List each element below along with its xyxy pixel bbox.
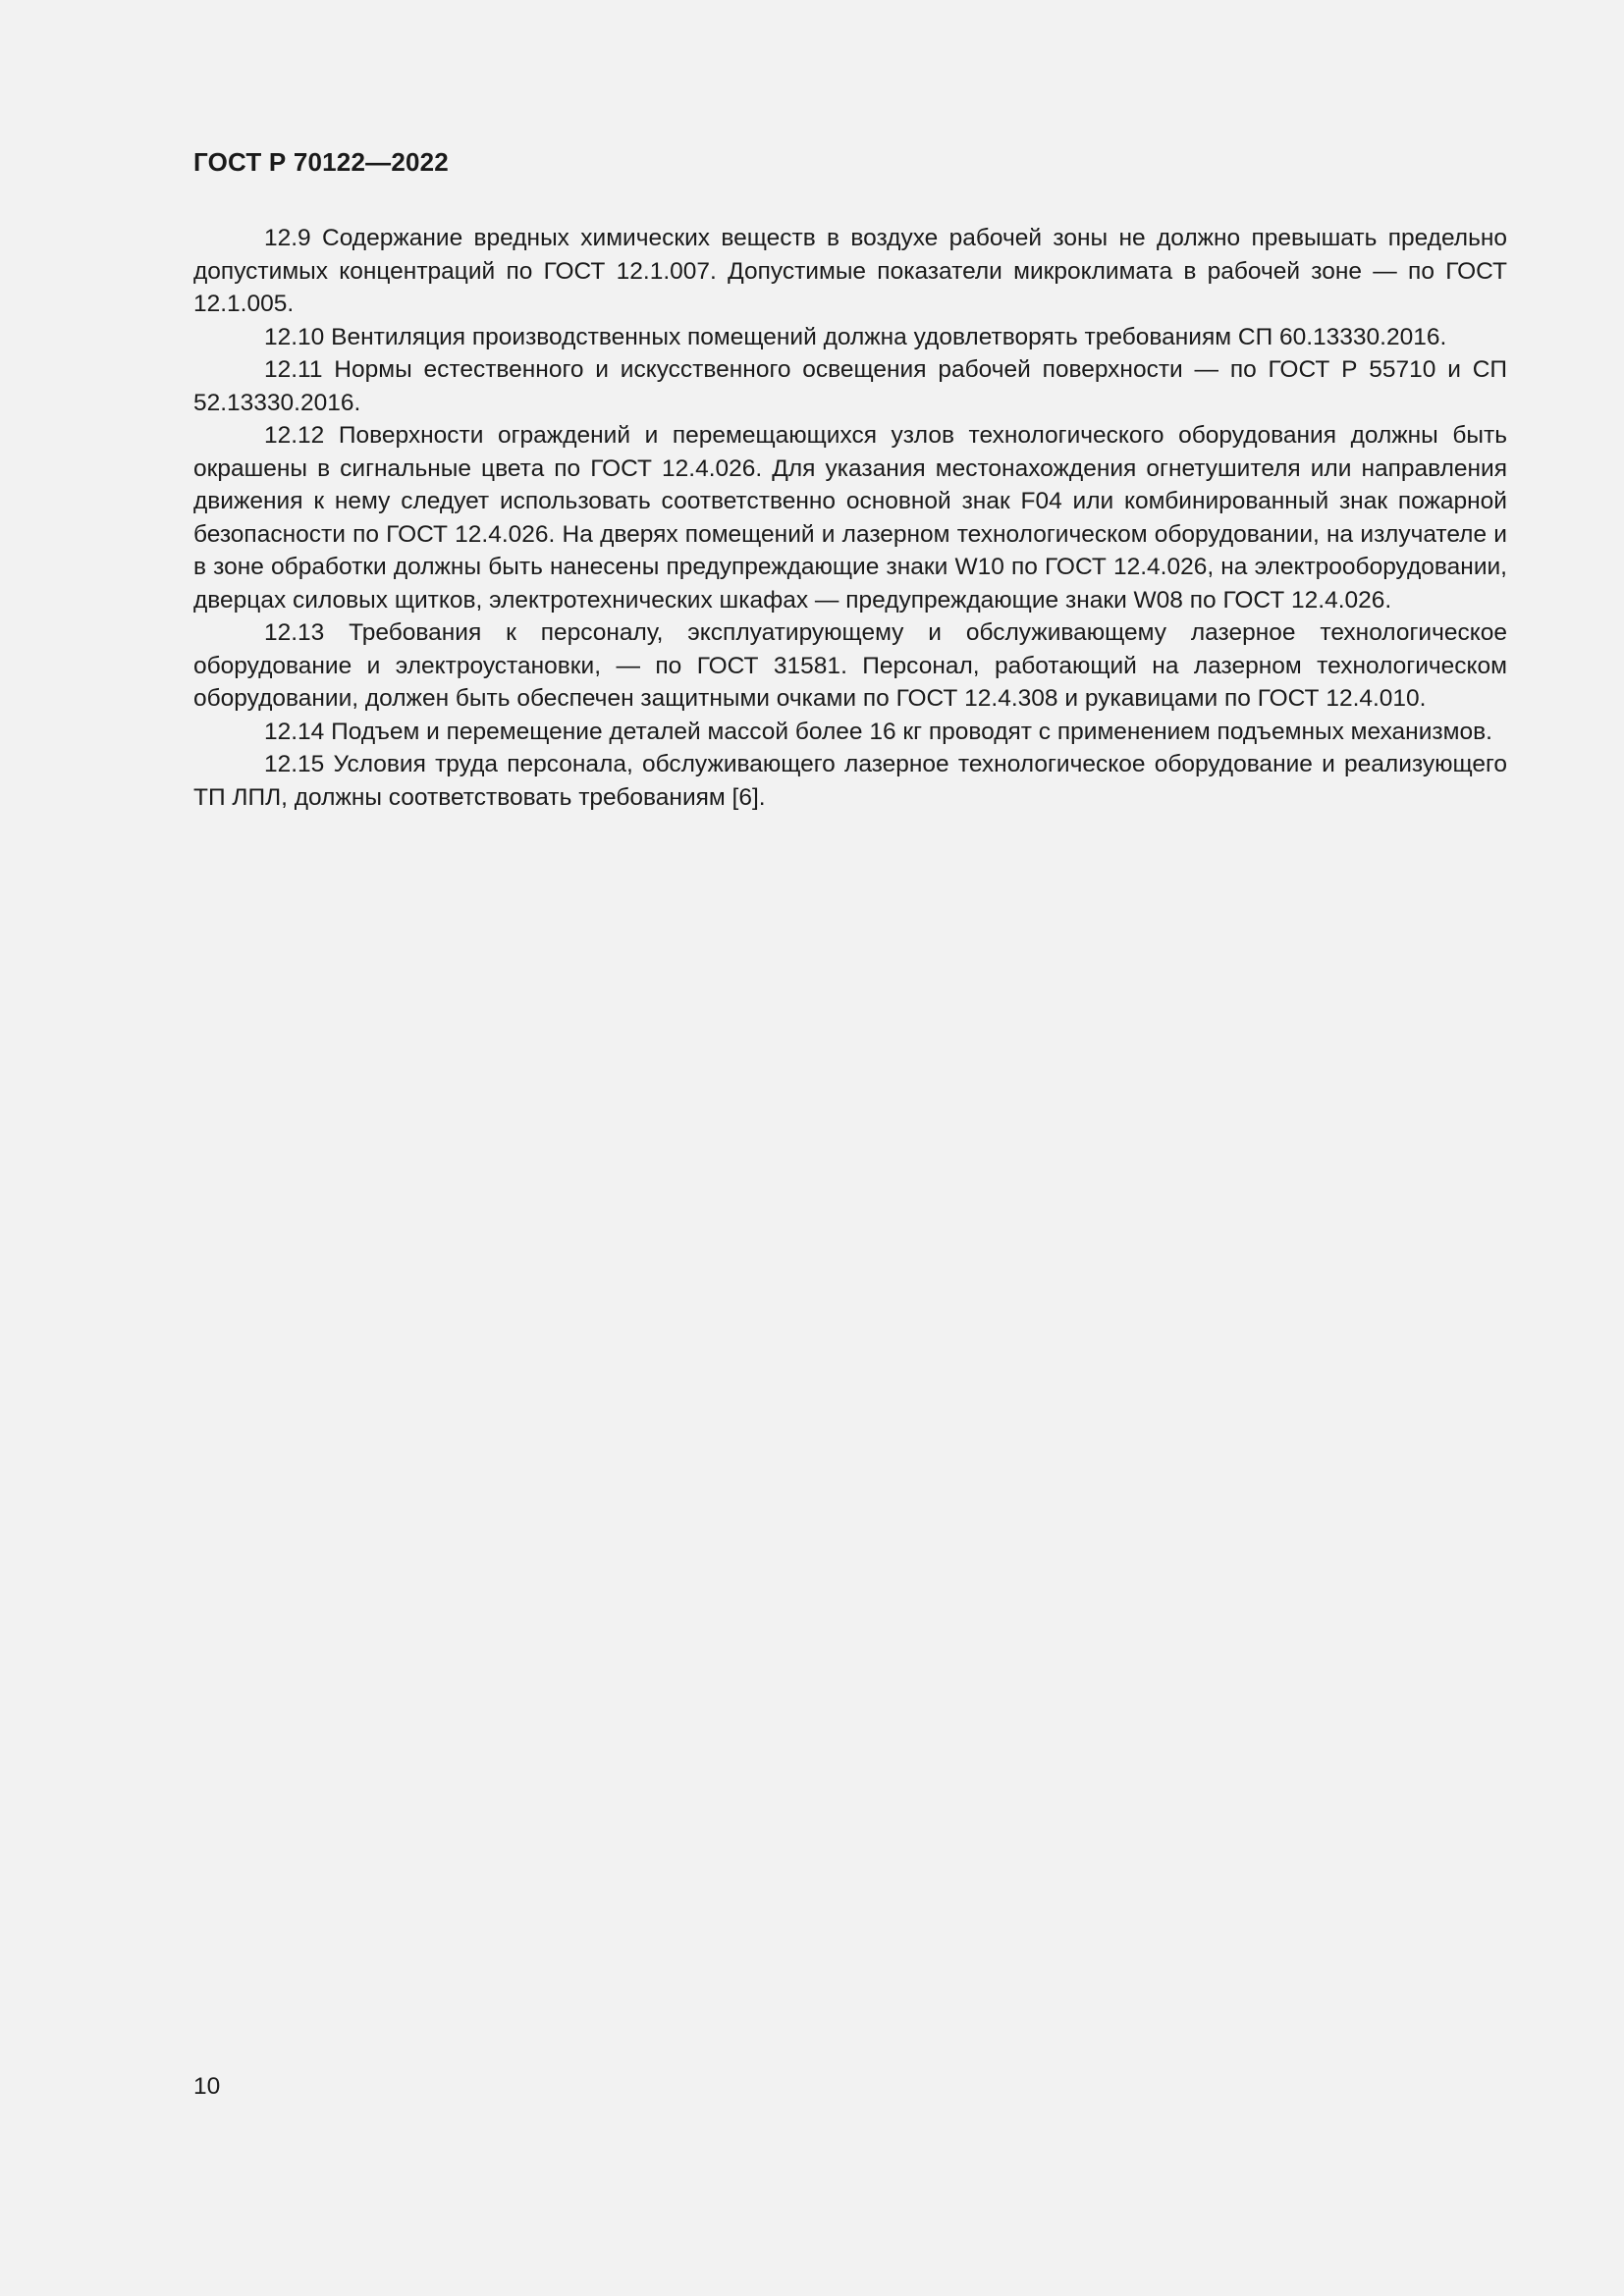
paragraph-12-11: 12.11 Нормы естественного и искусственного освещения рабочей поверхности — по ГОСТ Р 55710 и СП 52.13330.2016. xyxy=(193,356,1507,416)
paragraph-12-12: 12.12 Поверхности ограждений и перемещающихся узлов технологического оборудования должны быть окрашены в сигнальные цвета по ГОСТ 12.4.026. Для указания местонахождения огнетушителя или направления движения к нему следует использовать соответственно основной знак F04 или комбинированный знак пожарной безопасности по ГОСТ 12.4.026. На дверях помещений и лазерном технологическом оборудовании, на излучателе и в зоне обработки должны быть нанесены предупреждающие знаки W10 по ГОСТ 12.4.026, на электрооборудовании, дверцах силовых щитков, электротехнических шкафах — предупреждающие знаки W08 по ГОСТ 12.4.026. xyxy=(193,422,1507,614)
paragraph-12-15: 12.15 Условия труда персонала, обслуживающего лазерное технологическое оборудование и реализующего ТП ЛПЛ, должны соответствовать требованиям [6]. xyxy=(193,751,1507,811)
paragraph-12-9: 12.9 Содержание вредных химических веществ в воздухе рабочей зоны не должно превышать предельно допустимых концентраций по ГОСТ 12.1.007. Допустимые показатели микроклимата в рабочей зоне — по ГОСТ 12.1.005. xyxy=(193,225,1507,317)
paragraph-12-14: 12.14 Подъем и перемещение деталей массой более 16 кг проводят с применением подъемных механизмов. xyxy=(264,718,1492,745)
page-number: 10 xyxy=(193,2073,221,2100)
paragraph-12-10: 12.10 Вентиляция производственных помещений должна удовлетворять требованиям СП 60.13330.2016. xyxy=(264,323,1447,350)
section-12-body xyxy=(193,222,1507,814)
paragraph-12-13: 12.13 Требования к персоналу, эксплуатирующему и обслуживающему лазерное технологическое оборудование и электроустановки, — по ГОСТ 31581. Персонал, работающий на лазерном технологическом оборудовании, должен быть обеспечен защитными очками по ГОСТ 12.4.308 и рукавицами по ГОСТ 12.4.010. xyxy=(193,619,1507,712)
document-header-title: ГОСТ Р 70122—2022 xyxy=(193,147,449,177)
